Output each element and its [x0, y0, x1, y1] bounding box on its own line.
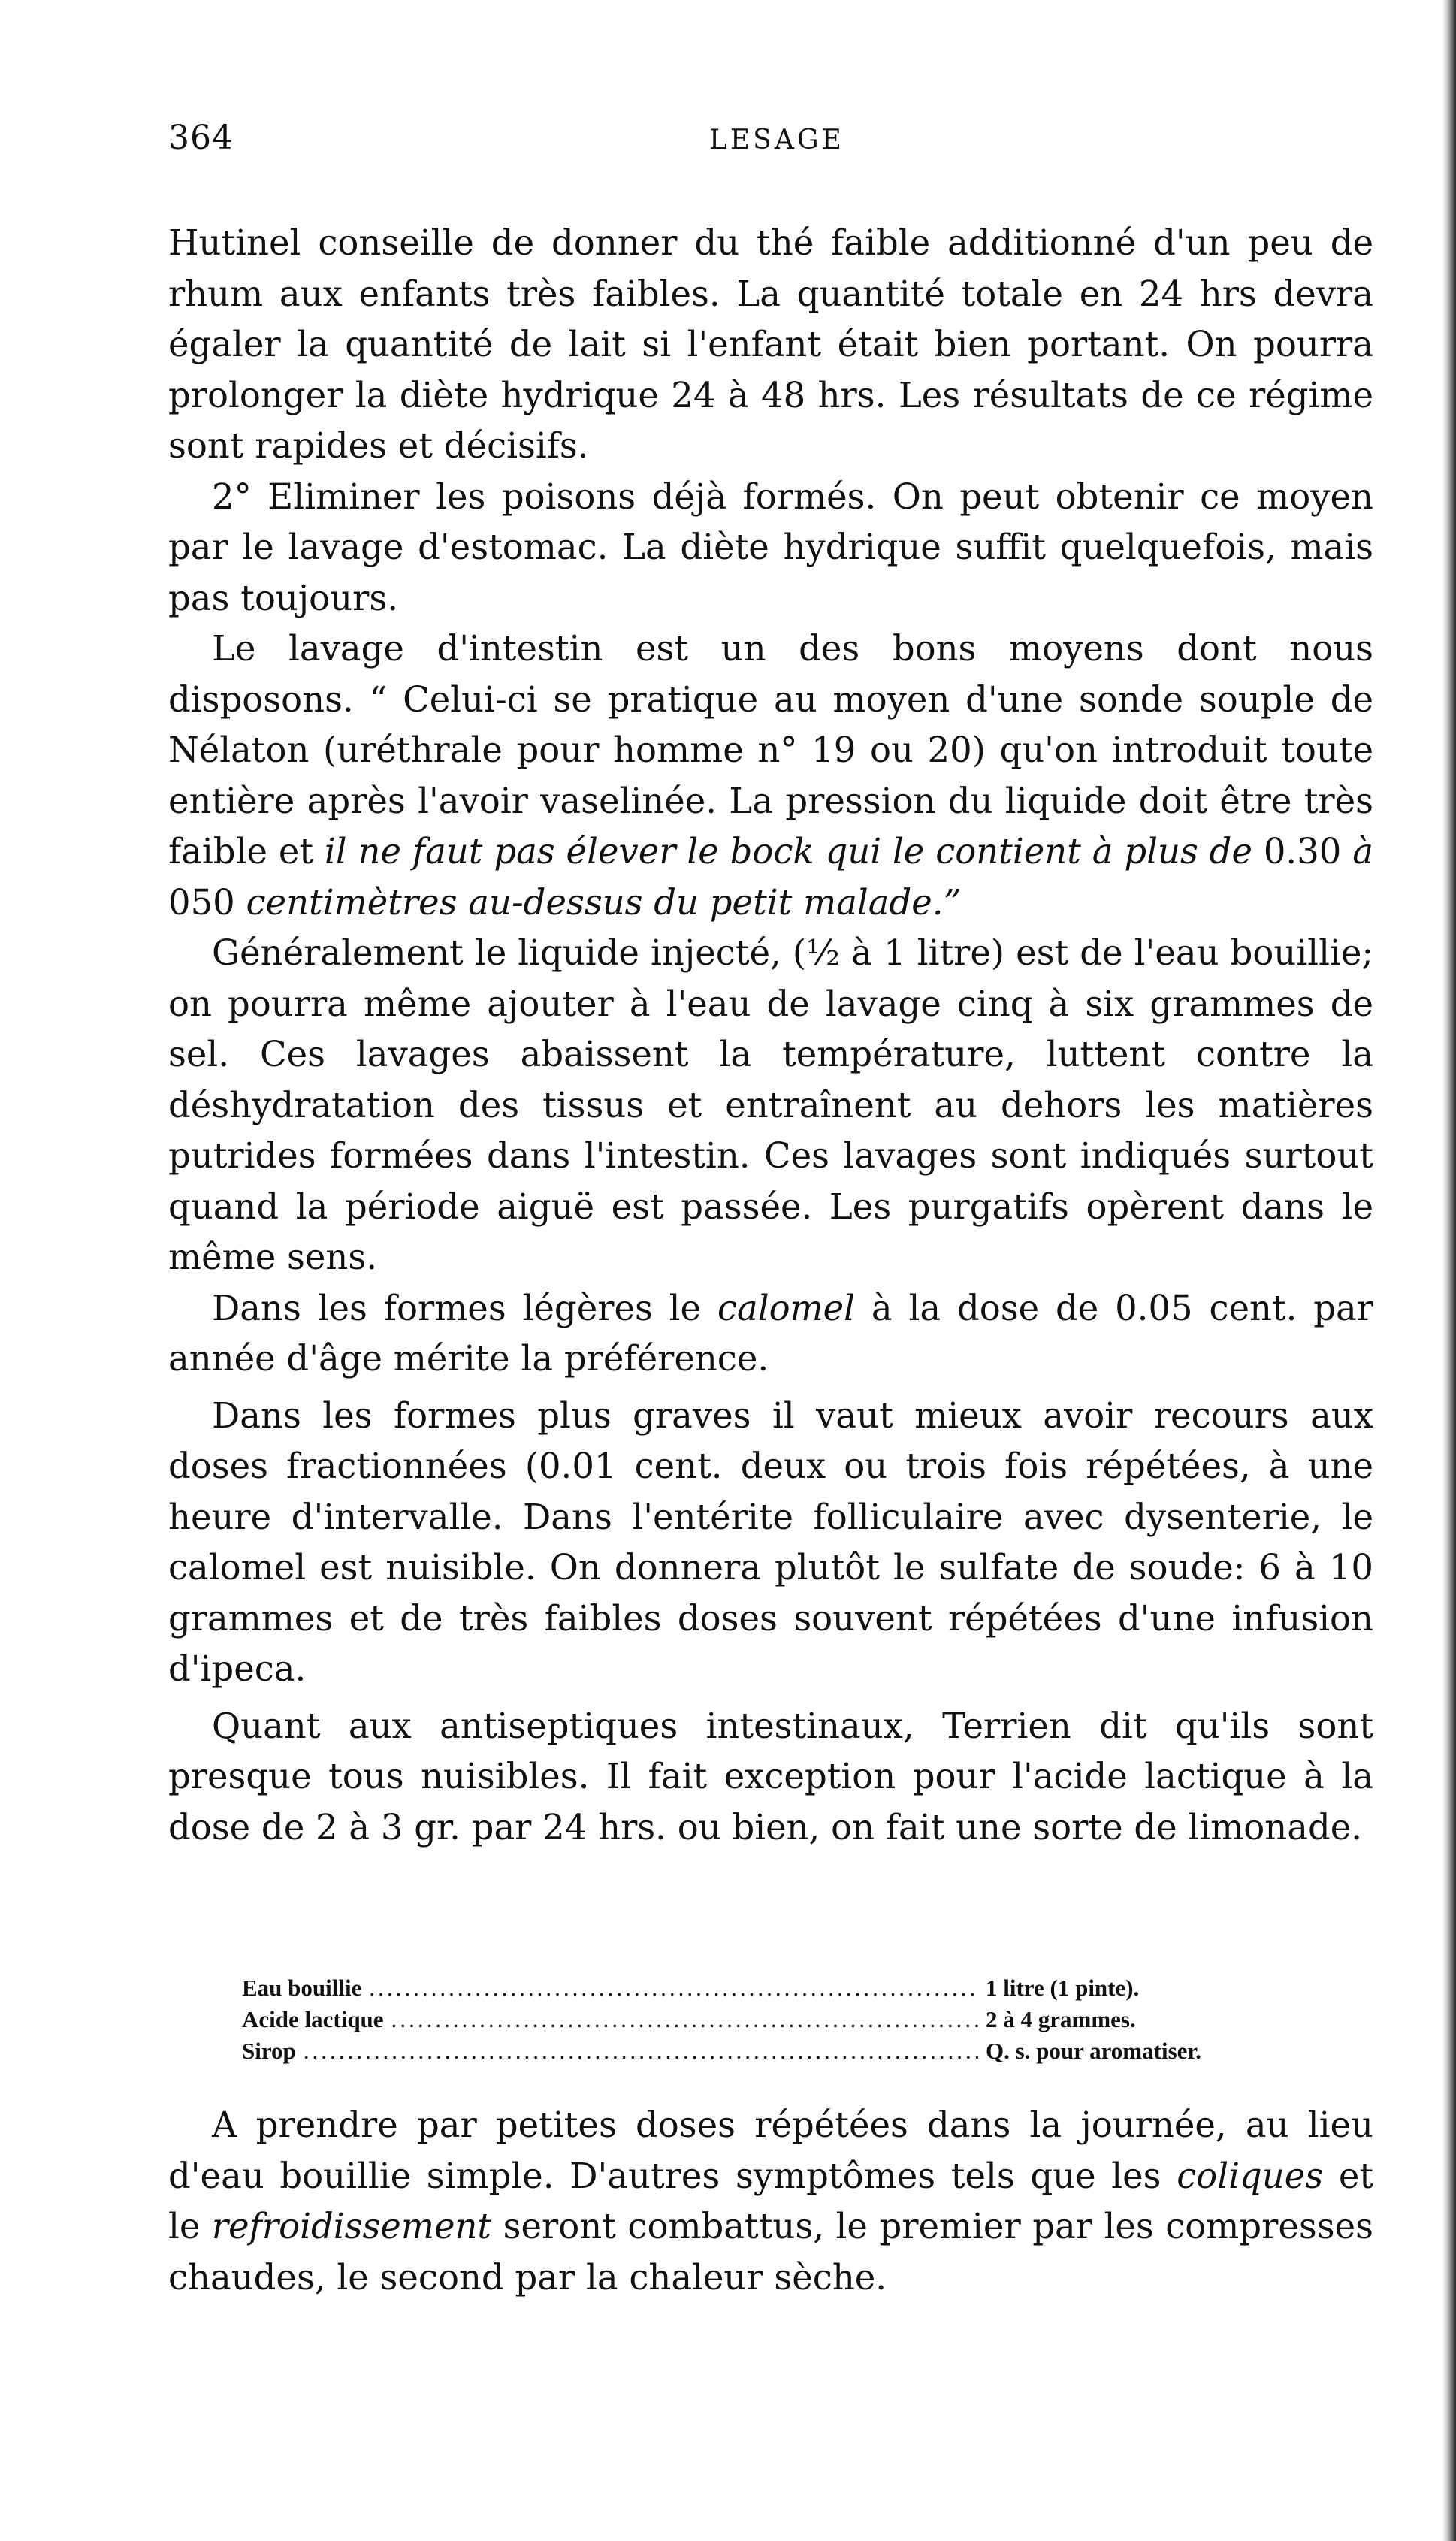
paragraph-antiseptiques: Quant aux antiseptiques intestinaux, Terrien dit qu'ils sont presque tous nuisibles. Il fait exception pour l'acide lactique à la dose de 2 à 3 gr. par 24 hrs. ou bien, on fait une sorte de limonade. [168, 1705, 1373, 1848]
page-header [168, 119, 1370, 171]
recipe-ingredient: Acide lactique [242, 2006, 384, 2032]
recipe-quantity: Q. s. pour aromatiser. [986, 2038, 1202, 2064]
paragraph-lavage-intestin [168, 624, 1373, 928]
paragraph-liquide-injecte: Généralement le liquide injecté, (½ à 1 litre) est de l'eau bouillie; on pourra même ajouter à l'eau de lavage cinq à six grammes de sel. Ces lavages abaissent la température, luttent contre la déshydratation des tissus et entraînent au dehors les matières putrides formées dans l'intestin. Ces lavages sont indiqués surtout quand la période aiguë est passée. Les purgatifs opèrent dans le même sens. [168, 932, 1373, 1277]
recipe-leader-dots [304, 2035, 978, 2067]
paragraph-formes-graves: Dans les formes plus graves il vaut mieux avoir recours aux doses fractionnées (0.01 cent. deux ou trois fois répétées, à une heure d'intervalle. Dans l'entérite folliculaire avec dysenterie, le calomel est nuisible. On donnera plutôt le sulfate de soude: 6 à 10 grammes et de très faibles doses souvent répétées d'une infusion d'ipeca. [168, 1394, 1373, 1689]
formes-legeres-text-a: Dans les formes légères le [212, 1287, 702, 1328]
recipe-row [242, 1972, 1316, 2004]
recipe-ingredient: Eau bouillie [242, 1974, 362, 2001]
recipe-ingredient: Sirop [242, 2038, 296, 2064]
page-number: 364 [168, 119, 234, 157]
calomel-italic: calomel [717, 1287, 856, 1328]
closing-text-c: seront combattus, le premier par les compresses chaudes, le second par la chaleur sèche. [168, 2206, 1373, 2298]
recipe-leader-dots [369, 1972, 978, 2004]
closing-text [168, 2100, 1373, 2303]
paragraph-formes-legeres [168, 1283, 1373, 1385]
lavage-italic-3: centimètres au-dessus du petit malade.” [246, 881, 962, 923]
body-text [168, 218, 1373, 1853]
recipe-list [242, 1972, 1316, 2067]
page-edge-shadow [1442, 0, 1456, 2541]
paragraph-eliminer-poisons: 2° Eliminer les poisons déjà formés. On peut obtenir ce moyen par le lavage d'estomac. La diète hydrique suffit quelquefois, mais pas toujours. [168, 476, 1373, 618]
recipe-quantity: 2 à 4 grammes. [986, 2006, 1136, 2032]
paragraph-hutinel: Hutinel conseille de donner du thé faible additionné d'un peu de rhum aux enfants très faibles. La quantité totale en 24 hrs devra égaler la quantité de lait si l'enfant était bien portant. On pourra prolonger la diète hydrique 24 à 48 hrs. Les résultats de ce régime sont rapides et décisifs. [168, 222, 1373, 466]
recipe-row [242, 2035, 1316, 2067]
lavage-text-b: 0.30 [1263, 831, 1342, 872]
lavage-text-c: 050 [168, 881, 235, 923]
lavage-italic: il ne faut pas élever le bock qui le contient à plus de [324, 831, 1252, 872]
recipe-row [242, 2004, 1316, 2035]
paragraph-a-prendre [168, 2100, 1373, 2303]
closing-text-b: et le [168, 2155, 1374, 2246]
lavage-text-a: Le lavage d'intestin est un des bons moyens dont nous disposons. “ Celui-ci se pratique au moyen d'une sonde souple de Nélaton (uréthrale pour homme n° 19 ou 20) qu'on introduit toute entière après l'avoir vaselinée. La pression du liquide doit être très faible et [168, 628, 1373, 872]
coliques-italic: coliques [1177, 2155, 1324, 2196]
formes-legeres-text-b: à la dose de 0.05 cent. par année d'âge mérite la préférence. [168, 1287, 1374, 1379]
lavage-italic-2: à [1352, 831, 1373, 872]
recipe-leader-dots [391, 2004, 978, 2035]
recipe-quantity: 1 litre (1 pinte). [986, 1974, 1140, 2001]
closing-text-a: A prendre par petites doses répétées dans la journée, au lieu d'eau bouillie simple. D'autres symptômes tels que les [168, 2104, 1373, 2196]
refroidissement-italic: refroidissement [211, 2206, 492, 2246]
running-head: LESAGE [709, 125, 844, 156]
